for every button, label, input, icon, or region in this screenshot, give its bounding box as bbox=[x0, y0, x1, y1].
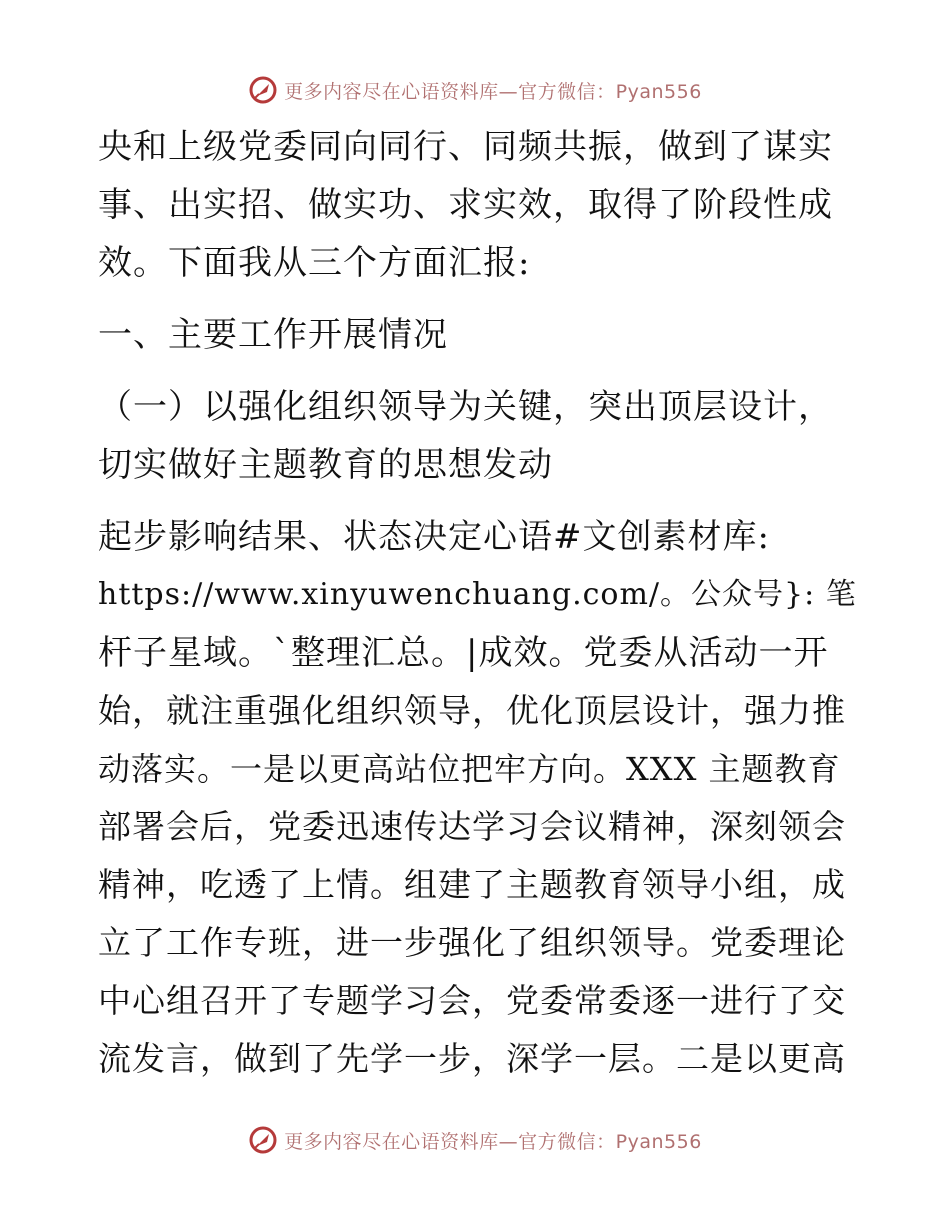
text-line: 中心组召开了专题学习会，党委常委逐一进行了交 bbox=[98, 981, 846, 1020]
heading-line: 一、主要工作开展情况 bbox=[98, 315, 448, 355]
text-line: 事、出实招、做实功、求实效，取得了阶段性成 bbox=[98, 185, 833, 225]
header-watermark-banner bbox=[0, 70, 950, 110]
text-line: 效。下面我从三个方面汇报: bbox=[98, 243, 531, 283]
heading-line: 切实做好主题教育的思想发动 bbox=[98, 445, 553, 485]
text-line: 始，就注重强化组织领导，优化顶层设计，强力推 bbox=[98, 691, 846, 730]
body-paragraph bbox=[98, 508, 858, 1088]
document-body bbox=[98, 118, 858, 1088]
text-line: 精神，吃透了上情。组建了主题教育领导小组，成 bbox=[98, 865, 846, 904]
heading-line: （一）以强化组织领导为关键，突出顶层设计， bbox=[98, 387, 833, 427]
subsection-heading-1 bbox=[98, 378, 858, 494]
quill-logo-icon bbox=[248, 75, 278, 105]
watermark-text: 更多内容尽在心语资料库—官方微信：Pyan556 bbox=[284, 1130, 702, 1153]
text-line: 杆子星域。`整理汇总。|成效。党委从活动一开 bbox=[98, 633, 829, 673]
watermark-text: 更多内容尽在心语资料库—官方微信：Pyan556 bbox=[284, 80, 702, 103]
intro-paragraph bbox=[98, 118, 858, 292]
text-line: 立了工作专班，进一步强化了组织领导。党委理论 bbox=[98, 923, 846, 962]
quill-logo-icon bbox=[248, 1125, 278, 1155]
footer-watermark-banner bbox=[0, 1120, 950, 1160]
section-heading-1 bbox=[98, 306, 858, 364]
text-line: 起步影响结果、状态决定心语#文创素材库: bbox=[98, 517, 770, 557]
text-line: https://www.xinyuwenchuang.com/。公众号}: 笔 bbox=[98, 577, 857, 612]
text-line: 动落实。一是以更高站位把牢方向。XXX 主题教育 bbox=[98, 750, 841, 788]
text-line: 央和上级党委同向同行、同频共振，做到了谋实 bbox=[98, 127, 833, 167]
text-line: 流发言，做到了先学一步，深学一层。二是以更高 bbox=[98, 1039, 846, 1078]
text-line: 部署会后，党委迅速传达学习会议精神，深刻领会 bbox=[98, 807, 846, 846]
